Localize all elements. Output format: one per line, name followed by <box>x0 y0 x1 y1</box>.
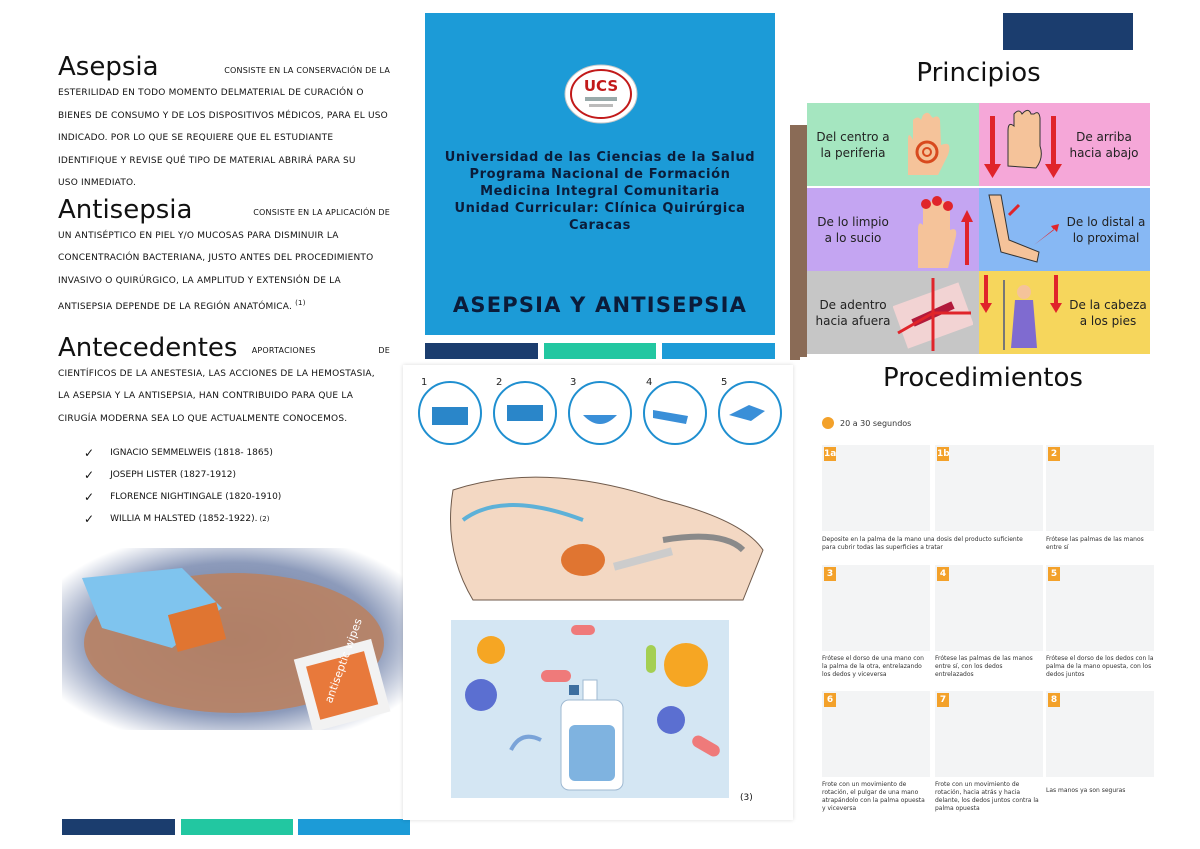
hand-down-arrows-icon <box>984 106 1064 184</box>
cover-panel <box>425 13 775 335</box>
step-circle <box>569 382 631 444</box>
time-label: 20 a 30 segundos <box>840 418 912 428</box>
basin-icon <box>432 407 468 425</box>
antisepsia-line: CONSISTE EN LA APLICACIÓN DE <box>253 208 390 217</box>
step-number: 3 <box>570 377 577 388</box>
person-name: FLORENCE NIGHTINGALE (1820-1910) <box>110 492 282 502</box>
asepsia-line: CONSISTE EN LA CONSERVACIÓN DE LA <box>224 65 390 75</box>
antisepsia-line: CONCENTRACIÓN BACTERIANA, JUSTO ANTES DEL PROCEDIMIENTO <box>58 253 374 263</box>
asepsia-line: IDENTIFIQUE Y REVISE QUÉ TIPO DE MATERIAL ABRIRÁ PARA SU <box>58 155 356 166</box>
step-badge: 1a <box>824 449 837 459</box>
principios-card <box>807 50 1150 357</box>
step-caption: Frótese las palmas de las manos entre sí <box>1046 536 1144 551</box>
step-badge: 7 <box>937 693 949 707</box>
antecedentes-block <box>58 333 390 531</box>
clock-icon <box>822 417 834 429</box>
handwash-step-image <box>935 445 1043 531</box>
check-icon: ✓ <box>84 468 95 482</box>
timer-row <box>822 417 911 429</box>
handwash-step-image <box>822 565 930 651</box>
corner-block <box>1003 13 1133 50</box>
university-line: Medicina Integral Comunitaria <box>480 184 720 199</box>
patient-arrows-icon <box>979 270 1064 355</box>
principle-cell <box>979 188 1150 271</box>
step-number: 2 <box>496 377 503 388</box>
procedimientos-card <box>800 357 1166 849</box>
step-badge: 8 <box>1048 693 1060 707</box>
handwash-step-image <box>1046 691 1154 777</box>
people-list <box>84 442 390 530</box>
check-icon: ✓ <box>84 446 95 460</box>
principle-cell <box>979 103 1150 186</box>
principle-text: De la cabeza a los pies <box>1069 297 1147 328</box>
antiseptic-photo <box>62 548 407 730</box>
step-badge: 1b <box>937 449 950 459</box>
asepsia-block <box>58 52 390 195</box>
university-line: Universidad de las Ciencias de la Salud <box>444 150 756 165</box>
surgical-prep-sketch <box>443 460 773 610</box>
hand-spiral-icon <box>893 110 963 180</box>
step-caption: Frótese el dorso de los dedos con la palma de la mano opuesta, con los dedos juntos <box>1046 655 1154 678</box>
check-icon: ✓ <box>84 512 95 526</box>
step-badge: 2 <box>1048 447 1060 461</box>
list-item <box>84 508 390 530</box>
principle-cell <box>979 271 1150 354</box>
footer-bar-blue <box>298 819 410 835</box>
step-caption: Frote con un movimiento de rotación, hacia atrás y hacia delante, los dedos juntos contra la palma opuesta <box>935 781 1039 812</box>
university-line: Unidad Curricular: Clínica Quirúrgica <box>454 201 746 216</box>
hand-dirty-icon <box>893 190 973 270</box>
list-item <box>84 442 390 464</box>
antisepsia-last: ANTISEPSIA DEPENDE DE LA REGIÓN ANATÓMICA. <box>58 302 293 312</box>
antecedentes-line: LA ASEPSIA Y LA ANTISEPSIA, HAN CONTRIBUIDO PARA QUE LA <box>58 391 354 401</box>
step-number: 4 <box>646 377 653 388</box>
step-caption: Las manos ya son seguras <box>1046 787 1126 794</box>
step-caption: Frótese las palmas de las manos entre sí, con los dedos entrelazados <box>935 655 1033 678</box>
wound-arrows-icon <box>893 273 973 353</box>
principle-text: Del centro a la periferia <box>816 129 890 160</box>
step-badge: 4 <box>937 567 949 581</box>
principle-cell <box>807 271 979 354</box>
asepsia-heading: Asepsia <box>58 52 159 82</box>
person-name: JOSEPH LISTER (1827-1912) <box>110 470 237 480</box>
person-name: IGNACIO SEMMELWEIS (1818- 1865) <box>110 448 273 458</box>
reference-mark: (1) <box>295 299 306 307</box>
step-caption: Deposite en la palma de la mano una dosis del producto suficiente para cubrir todas las superficies a tratar <box>822 536 1023 551</box>
antecedentes-line: CIRUGÍA MODERNA SEA LO QUE ACTUALMENTE CONOCEMOS. <box>58 413 348 424</box>
header-bar-navy <box>425 343 538 359</box>
asepsia-line: INDICADO. POR LO QUE SE REQUIERE QUE EL ESTUDIANTE <box>58 133 334 143</box>
handwash-step-image <box>935 565 1043 651</box>
antisepsia-line: INVASIVO O QUIRÚRGICO, LA AMPLITUD Y EXTENSIÓN DE LA <box>58 275 341 286</box>
antecedentes-line: APORTACIONES DE <box>251 346 390 355</box>
header-bar-blue <box>662 343 775 359</box>
step-badge: 6 <box>824 693 836 707</box>
list-item <box>84 486 390 508</box>
footer-bar-navy <box>62 819 175 835</box>
step-badge: 3 <box>824 567 836 581</box>
center-collage <box>403 365 793 820</box>
germs-sanitizer-illustration <box>451 620 729 798</box>
reference-mark: (2) <box>259 515 270 523</box>
step-number: 5 <box>721 377 728 388</box>
footer-bar-teal <box>181 819 293 835</box>
handwash-step-image <box>1046 445 1154 531</box>
principios-title: Principios <box>916 58 1041 88</box>
principle-text: De lo distal a lo proximal <box>1066 214 1146 245</box>
logo-text: UCS <box>583 77 619 95</box>
left-column <box>58 52 390 530</box>
antecedentes-heading: Antecedentes <box>58 332 238 363</box>
tray-icon <box>507 405 543 421</box>
antisepsia-line: UN ANTISÉPTICO EN PIEL Y/O MUCOSAS PARA DISMINUIR LA <box>58 230 339 241</box>
handwash-step-image <box>822 445 930 531</box>
arm-arrows-icon <box>979 190 1064 270</box>
cover-title: ASEPSIA Y ANTISEPSIA <box>452 293 748 317</box>
antisepsia-heading: Antisepsia <box>58 194 193 225</box>
asepsia-line: ESTERILIDAD EN TODO MOMENTO DELMATERIAL DE CURACIÓN O <box>58 88 364 98</box>
procedimientos-title: Procedimientos <box>883 363 1083 393</box>
asepsia-line: USO INMEDIATO. <box>58 178 137 188</box>
step-badge: 5 <box>1048 567 1060 581</box>
step-number: 1 <box>421 377 428 388</box>
university-info <box>425 149 775 234</box>
university-line: Caracas <box>569 218 631 233</box>
principle-text: De arriba hacia abajo <box>1069 129 1139 160</box>
step-caption: Frote con un movimiento de rotación, el pulgar de una mano atrapándolo con la palma opuesta y viceversa <box>822 781 925 812</box>
wipe-label: antiseptic wipes <box>322 616 365 705</box>
antisepsia-line <box>58 292 390 319</box>
header-bar-teal <box>544 343 656 359</box>
handwash-step-image <box>935 691 1043 777</box>
person-name: WILLIA M HALSTED (1852-1922). <box>110 514 258 524</box>
university-line: Programa Nacional de Formación <box>469 167 731 182</box>
check-icon: ✓ <box>84 490 95 504</box>
antecedentes-line: CIENTÍFICOS DE LA ANESTESIA, LAS ACCIONES DE LA HEMOSTASIA, <box>58 368 375 379</box>
handwash-step-image <box>822 691 930 777</box>
principle-cell <box>807 103 979 186</box>
handwash-step-image <box>1046 565 1154 651</box>
reference-mark: (3) <box>740 793 753 803</box>
ucs-logo <box>563 63 639 125</box>
principle-text: De lo limpio a lo sucio <box>817 214 889 245</box>
antisepsia-block <box>58 195 390 319</box>
asepsia-line: BIENES DE CONSUMO Y DE LOS DISPOSITIVOS MÉDICOS, PARA EL USO <box>58 110 388 121</box>
list-item <box>84 464 390 486</box>
principle-text: De adentro hacia afuera <box>815 297 891 328</box>
step-caption: Frótese el dorso de una mano con la palma de la otra, entrelazando los dedos y viceversa <box>822 655 924 678</box>
principle-cell <box>807 188 979 271</box>
